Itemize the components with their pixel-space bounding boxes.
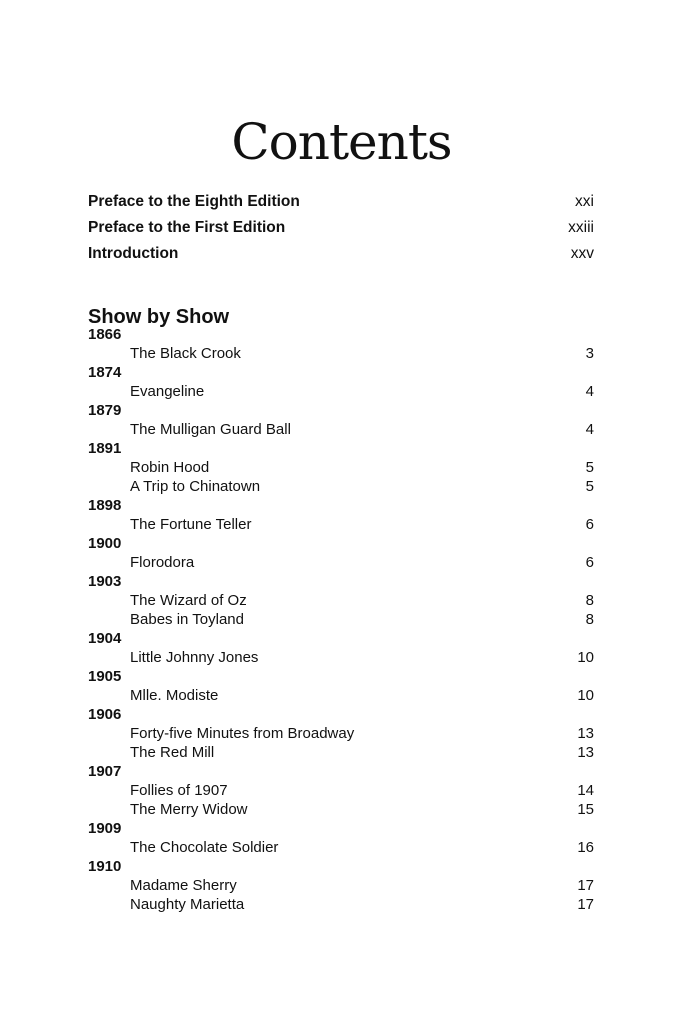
entry-page-number: xxi: [575, 193, 594, 210]
show-entry[interactable]: [88, 724, 594, 743]
show-title: Robin Hood: [130, 459, 210, 476]
show-page-number: 6: [585, 516, 594, 533]
section-heading: Show by Show: [88, 305, 230, 328]
show-page-number: 10: [577, 687, 594, 704]
year-heading: 1866: [88, 326, 122, 343]
show-entry[interactable]: [88, 553, 594, 572]
year-heading: 1909: [88, 820, 122, 837]
entry-page-number: xxv: [570, 245, 594, 262]
show-page-number: 5: [585, 478, 594, 495]
show-page-number: 17: [577, 877, 594, 894]
show-title: The Mulligan Guard Ball: [130, 421, 291, 438]
show-title: A Trip to Chinatown: [130, 478, 261, 495]
show-page-number: 17: [577, 896, 594, 913]
show-entry[interactable]: [88, 876, 594, 895]
show-entry[interactable]: [88, 382, 594, 401]
year-heading: 1903: [88, 573, 122, 590]
year-heading: 1898: [88, 497, 122, 514]
show-page-number: 4: [585, 421, 594, 438]
show-entry[interactable]: [88, 743, 594, 762]
show-entry[interactable]: [88, 458, 594, 477]
year-heading: 1907: [88, 763, 122, 780]
show-title: The Merry Widow: [130, 801, 248, 818]
show-page-number: 8: [585, 611, 594, 628]
year-heading: 1891: [88, 440, 122, 457]
show-entry[interactable]: [88, 781, 594, 800]
show-page-number: 13: [577, 744, 594, 761]
entry-page-number: xxiii: [568, 219, 594, 236]
show-title: Mlle. Modiste: [130, 687, 219, 704]
show-title: The Chocolate Soldier: [130, 839, 279, 856]
show-page-number: 15: [577, 801, 594, 818]
year-heading: 1905: [88, 668, 122, 685]
front-matter-list: [88, 192, 594, 270]
show-title: The Red Mill: [130, 744, 215, 761]
show-page-number: 10: [577, 649, 594, 666]
show-entry[interactable]: [88, 686, 594, 705]
show-page-number: 3: [585, 345, 594, 362]
year-heading: 1900: [88, 535, 122, 552]
front-matter-entry[interactable]: [88, 244, 594, 270]
show-title: Madame Sherry: [130, 877, 237, 894]
show-entry[interactable]: [88, 477, 594, 496]
show-title: Follies of 1907: [130, 782, 228, 799]
show-entry[interactable]: [88, 838, 594, 857]
entry-title: Preface to the First Edition: [88, 219, 286, 236]
year-heading: 1904: [88, 630, 122, 647]
show-page-number: 16: [577, 839, 594, 856]
show-title: Forty-five Minutes from Broadway: [130, 725, 355, 742]
show-title: Naughty Marietta: [130, 896, 245, 913]
show-entry[interactable]: [88, 610, 594, 629]
show-title: Florodora: [130, 554, 195, 571]
show-title: The Black Crook: [130, 345, 241, 362]
show-entry[interactable]: [88, 420, 594, 439]
show-page-number: 8: [585, 592, 594, 609]
show-title: Evangeline: [130, 383, 205, 400]
show-title: The Wizard of Oz: [130, 592, 247, 609]
show-entry[interactable]: [88, 895, 594, 914]
show-title: Little Johnny Jones: [130, 649, 259, 666]
show-page-number: 14: [577, 782, 594, 799]
page-title: Contents: [231, 112, 452, 171]
year-heading: 1879: [88, 402, 122, 419]
show-page-number: 4: [585, 383, 594, 400]
show-entry[interactable]: [88, 648, 594, 667]
year-heading: 1910: [88, 858, 122, 875]
show-entry[interactable]: [88, 515, 594, 534]
show-title: The Fortune Teller: [130, 516, 252, 533]
show-entry[interactable]: [88, 800, 594, 819]
show-by-show-list: [88, 325, 594, 914]
show-entry[interactable]: [88, 591, 594, 610]
year-heading: 1874: [88, 364, 122, 381]
front-matter-entry[interactable]: [88, 218, 594, 244]
entry-title: Introduction: [88, 245, 179, 262]
show-page-number: 6: [585, 554, 594, 571]
show-entry[interactable]: [88, 344, 594, 363]
show-title: Babes in Toyland: [130, 611, 244, 628]
entry-title: Preface to the Eighth Edition: [88, 193, 300, 210]
show-page-number: 5: [585, 459, 594, 476]
year-heading: 1906: [88, 706, 122, 723]
show-page-number: 13: [577, 725, 594, 742]
front-matter-entry[interactable]: [88, 192, 594, 218]
